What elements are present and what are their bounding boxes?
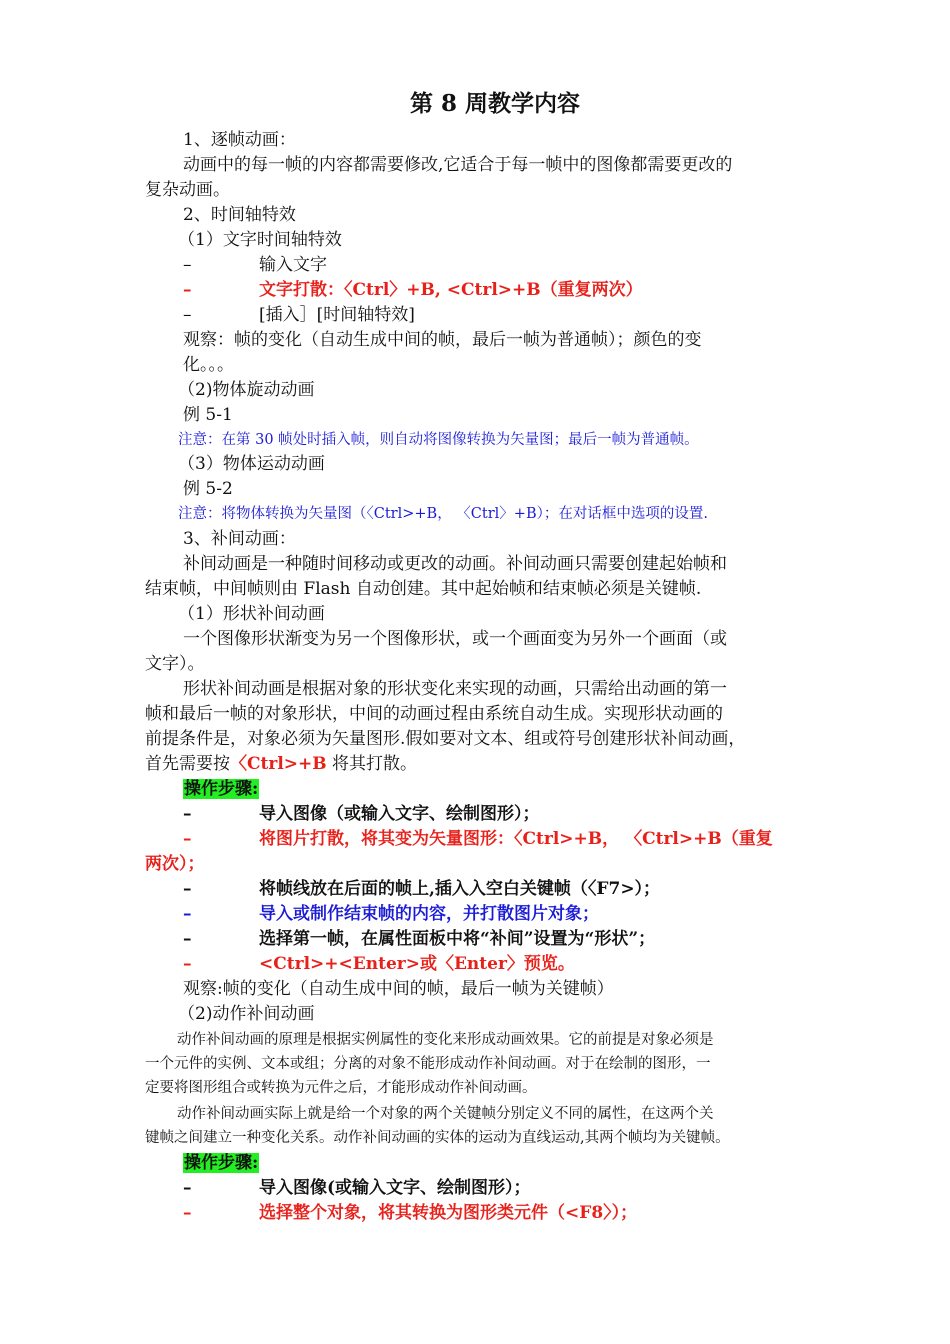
page-title: 第 8 周教学内容 bbox=[409, 90, 581, 117]
subsection-heading: （2)物体旋动动画 bbox=[178, 380, 315, 400]
paragraph-line: 一个元件的实例、文本或组；分离的对象不能形成动作补间动画。对于在绘制的图形，一 bbox=[145, 1056, 711, 1072]
step-continuation: 两次）； bbox=[145, 854, 205, 874]
list-item bbox=[183, 253, 848, 278]
steps-heading bbox=[183, 1151, 848, 1176]
step-text: 导入图像(或输入文字、绘制图形）； bbox=[259, 1178, 531, 1198]
list-dash: – bbox=[183, 829, 192, 849]
paragraph-line: 形状补间动画是根据对象的形状变化来实现的动画，只需给出动画的第一 bbox=[183, 679, 727, 699]
list-item bbox=[183, 303, 848, 328]
list-dash: – bbox=[183, 904, 192, 924]
steps-heading bbox=[183, 777, 848, 802]
paragraph-line: 一个图像形状渐变为另一个图像形状，或一个画面变为另外一个画面（或 bbox=[183, 629, 727, 649]
list-dash: – bbox=[183, 305, 192, 325]
highlighted-label: 操作步骤: bbox=[184, 1153, 259, 1173]
paragraph-line: 观察：帧的变化（自动生成中间的帧，最后一帧为普通帧）；颜色的变 bbox=[183, 330, 702, 350]
step-item bbox=[183, 827, 848, 852]
section-1-heading: 1、逐帧动画： bbox=[183, 130, 296, 150]
subsection-heading: （2)动作补间动画 bbox=[178, 1004, 315, 1024]
list-dash: – bbox=[183, 804, 192, 824]
paragraph-line bbox=[145, 752, 810, 777]
list-dash: – bbox=[183, 929, 192, 949]
step-text: <Ctrl>+<Enter>或〈Enter〉预览。 bbox=[259, 954, 575, 974]
paragraph-line: 结束帧，中间帧则由 Flash 自动创建。其中起始帧和结束帧必须是关键帧. bbox=[145, 579, 702, 599]
subsection-heading: （1）形状补间动画 bbox=[178, 604, 325, 624]
paragraph-line: 帧和最后一帧的对象形状，中间的动画过程由系统自动生成。实现形状动画的 bbox=[145, 704, 723, 724]
list-item-text: 输入文字 bbox=[259, 255, 327, 275]
list-dash: – bbox=[183, 879, 192, 899]
list-dash: – bbox=[183, 280, 192, 300]
step-text: 选择第一帧，在属性面板中将“补间”设置为“形状”； bbox=[259, 929, 656, 949]
paragraph-text: 将其打散。 bbox=[326, 754, 418, 774]
list-dash: – bbox=[183, 255, 192, 275]
step-text: 导入图像（或输入文字、绘制图形）； bbox=[259, 804, 540, 824]
step-item bbox=[183, 952, 848, 977]
paragraph-line: 动作补间动画实际上就是给一个对象的两个关键帧分别定义不同的属性，在这两个关 bbox=[177, 1106, 714, 1122]
example-label: 例 5-1 bbox=[183, 405, 233, 425]
section-2-heading: 2、时间轴特效 bbox=[183, 205, 296, 225]
highlighted-label: 操作步骤: bbox=[184, 779, 259, 799]
step-item bbox=[183, 1201, 848, 1226]
step-item bbox=[183, 1176, 848, 1201]
paragraph-line: 文字）。 bbox=[145, 654, 205, 674]
step-item bbox=[183, 902, 848, 927]
paragraph-text: 首先需要按 bbox=[145, 754, 230, 774]
paragraph-line: 补间动画是一种随时间移动或更改的动画。补间动画只需要创建起始帧和 bbox=[183, 554, 727, 574]
list-item bbox=[183, 278, 848, 303]
subsection-heading: （3）物体运动动画 bbox=[178, 454, 325, 474]
shortcut-text: 〈Ctrl>+B bbox=[230, 754, 327, 774]
list-dash: – bbox=[183, 954, 192, 974]
step-text: 将图片打散，将其变为矢量图形：〈Ctrl>+B， 〈Ctrl>+B（重复 bbox=[259, 829, 773, 849]
paragraph-line: 化。。。 bbox=[183, 355, 234, 375]
paragraph-line: 观察:帧的变化（自动生成中间的帧，最后一帧为关键帧） bbox=[183, 979, 614, 999]
list-dash: – bbox=[183, 1203, 192, 1223]
paragraph-line: 动作补间动画的原理是根据实例属性的变化来形成动画效果。它的前提是对象必须是 bbox=[177, 1032, 714, 1048]
list-item-text: 文字打散：〈Ctrl〉+B, <Ctrl>+B（重复两次） bbox=[259, 280, 643, 300]
paragraph-line: 定要将图形组合或转换为元件之后，才能形成动作补间动画。 bbox=[145, 1080, 537, 1096]
paragraph-line: 前提条件是，对象必须为矢量图形.假如要对文本、组或符号创建形状补间动画， bbox=[145, 729, 746, 749]
step-text: 将帧线放在后面的帧上,插入入空白关键帧（〈F7>）； bbox=[259, 879, 661, 899]
list-dash: – bbox=[183, 1178, 192, 1198]
paragraph-line: 复杂动画。 bbox=[145, 180, 230, 200]
step-item bbox=[183, 927, 848, 952]
list-item-text: [插入］[时间轴特效] bbox=[259, 305, 415, 325]
step-text: 导入或制作结束帧的内容，并打散图片对象； bbox=[259, 904, 599, 924]
note-line: 注意：在第 30 帧处时插入帧，则自动将图像转换为矢量图；最后一帧为普通帧。 bbox=[178, 432, 699, 448]
example-label: 例 5-2 bbox=[183, 479, 233, 499]
subsection-heading: （1）文字时间轴特效 bbox=[178, 230, 342, 250]
note-line: 注意：将物体转换为矢量图（〈Ctrl>+B， 〈Ctrl〉+B）；在对话框中选项的设置. bbox=[178, 506, 708, 522]
step-item bbox=[183, 802, 848, 827]
step-text: 选择整个对象，将其转换为图形类元件（<F8〉）； bbox=[259, 1203, 638, 1223]
paragraph-line: 键帧之间建立一种变化关系。动作补间动画的实体的运动为直线运动,其两个帧均为关键帧。 bbox=[145, 1130, 730, 1146]
section-3-heading: 3、补间动画： bbox=[183, 529, 296, 549]
paragraph-line: 动画中的每一帧的内容都需要修改,它适合于每一帧中的图像都需要更改的 bbox=[183, 155, 733, 175]
step-item bbox=[183, 877, 848, 902]
